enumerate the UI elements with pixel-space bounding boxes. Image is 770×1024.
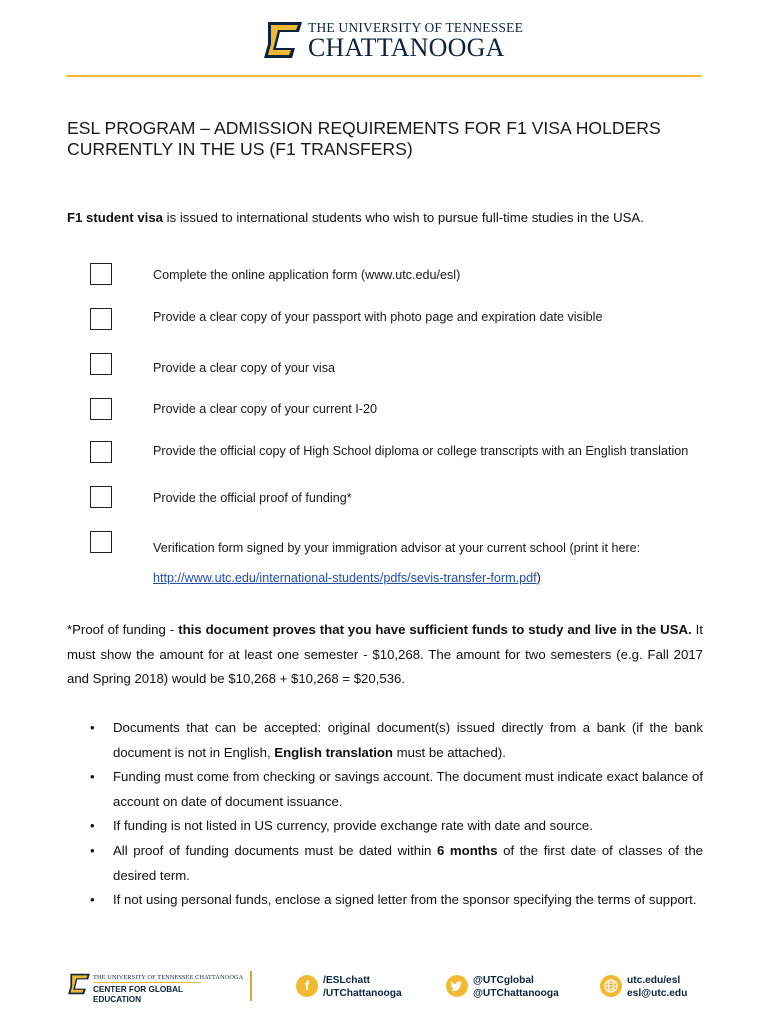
bullet-marker: • <box>90 818 95 834</box>
bullet-bold: English translation <box>274 744 393 760</box>
footer-twitter <box>473 974 559 1000</box>
sevis-transfer-form <box>153 571 541 585</box>
logo-university-text: THE UNIVERSITY OF TENNESSEE <box>308 20 524 35</box>
cge-line-2: EDUCATION <box>93 995 142 1004</box>
bullet-text: must be attached). <box>392 744 506 760</box>
checkbox-application[interactable] <box>90 263 112 285</box>
footer-web <box>627 974 687 1000</box>
cge-line-1: CENTER FOR GLOBAL <box>93 985 184 994</box>
facebook-handle-esl[interactable]: /ESLchatt <box>323 975 370 986</box>
footer-divider <box>250 971 252 1001</box>
twitter-handle-global[interactable]: @UTCglobal <box>473 975 534 986</box>
intro-rest: is issued to international students who wish to pursue full-time studies in the USA. <box>163 210 644 225</box>
facebook-icon: f <box>296 975 318 997</box>
checklist-item-visa: Provide a clear copy of your visa <box>153 361 335 375</box>
checklist-item-verification: Verification form signed by your immigration advisor at your current school (print it here: <box>153 541 641 555</box>
bullet-marker: • <box>90 892 95 908</box>
utc-c-logo-icon <box>262 20 304 60</box>
intro-bold: F1 student visa <box>67 210 164 225</box>
funding-lead: *Proof of funding - <box>67 622 179 637</box>
logo-chattanooga-text: CHATTANOOGA <box>308 33 505 62</box>
link-close-paren: ) <box>536 571 541 585</box>
bullet-text: If not using personal funds, enclose a signed letter from the sponsor specifying the terms of support. <box>113 892 697 908</box>
sevis-transfer-link[interactable]: http://www.utc.edu/international-students/pdfs/sevis-transfer-form.pdf <box>153 571 537 585</box>
checkbox-i20[interactable] <box>90 398 112 420</box>
funding-bold: this document proves that you have sufficient funds to study and live in the USA. <box>178 622 692 637</box>
intro-text <box>67 210 644 225</box>
bullet-text: If funding is not listed in US currency, provide exchange rate with date and source. <box>113 818 593 834</box>
funding-rest: It must show the amount for at least one semester - $10,268. The amount for two semesters (e.g. Fall 2017 and Spring 2018) would be $10,268 + $10,268 = $20,536. <box>67 622 703 687</box>
website-link[interactable]: utc.edu/esl <box>627 975 681 986</box>
page-title: ESL PROGRAM – ADMISSION REQUIREMENTS FOR F1 VISA HOLDERS CURRENTLY IN THE US (F1 TRANSFERS) <box>67 118 661 159</box>
cge-c-logo-icon <box>67 972 91 996</box>
utc-logo <box>262 18 524 64</box>
footer-facebook <box>323 974 402 1000</box>
bullet-text: Documents that can be accepted: original document(s) issued directly from a bank (if the bank document is not in English, <box>113 720 703 760</box>
globe-icon <box>600 975 622 997</box>
checkbox-verification[interactable] <box>90 531 112 553</box>
list-item <box>67 888 703 913</box>
list-item <box>67 839 703 888</box>
funding-paragraph <box>67 618 703 692</box>
bullet-text: All proof of funding documents must be dated within <box>113 842 437 858</box>
bullet-marker: • <box>90 720 95 735</box>
list-item <box>67 814 703 839</box>
bullet-text: of the first date of classes of the desired term. <box>113 842 703 883</box>
bullet-marker: • <box>90 769 95 785</box>
footer-cge-name <box>93 985 183 1005</box>
email-link[interactable]: esl@utc.edu <box>627 988 688 999</box>
footer-university-text: THE UNIVERSITY OF TENNESSEE CHATTANOOGA <box>93 974 244 981</box>
bullet-text: Funding must come from checking or savings account. The document must indicate exact balance of account on date of document issuance. <box>113 769 703 809</box>
footer-logo-rule <box>93 982 201 983</box>
checkbox-passport[interactable] <box>90 308 112 330</box>
checklist-item-passport: Provide a clear copy of your passport with photo page and expiration date visible <box>153 310 603 324</box>
checklist-item-application: Complete the online application form (www.utc.edu/esl) <box>153 268 461 282</box>
bullet-bold: 6 months <box>436 842 498 858</box>
twitter-handle-utc[interactable]: @UTChattanooga <box>473 988 559 999</box>
facebook-handle-utc[interactable]: /UTChattanooga <box>323 988 402 999</box>
header-divider <box>66 75 702 77</box>
list-item <box>67 716 703 765</box>
funding-bullet-list <box>67 716 703 913</box>
twitter-icon <box>446 975 468 997</box>
checklist-item-transcripts: Provide the official copy of High School diploma or college transcripts with an English translation <box>153 444 689 458</box>
checklist-item-funding: Provide the official proof of funding* <box>153 491 352 505</box>
checkbox-visa[interactable] <box>90 353 112 375</box>
checkbox-transcripts[interactable] <box>90 441 112 463</box>
list-item <box>67 765 703 814</box>
checklist-item-i20: Provide a clear copy of your current I-20 <box>153 402 377 416</box>
bullet-marker: • <box>90 842 95 858</box>
checkbox-funding[interactable] <box>90 486 112 508</box>
